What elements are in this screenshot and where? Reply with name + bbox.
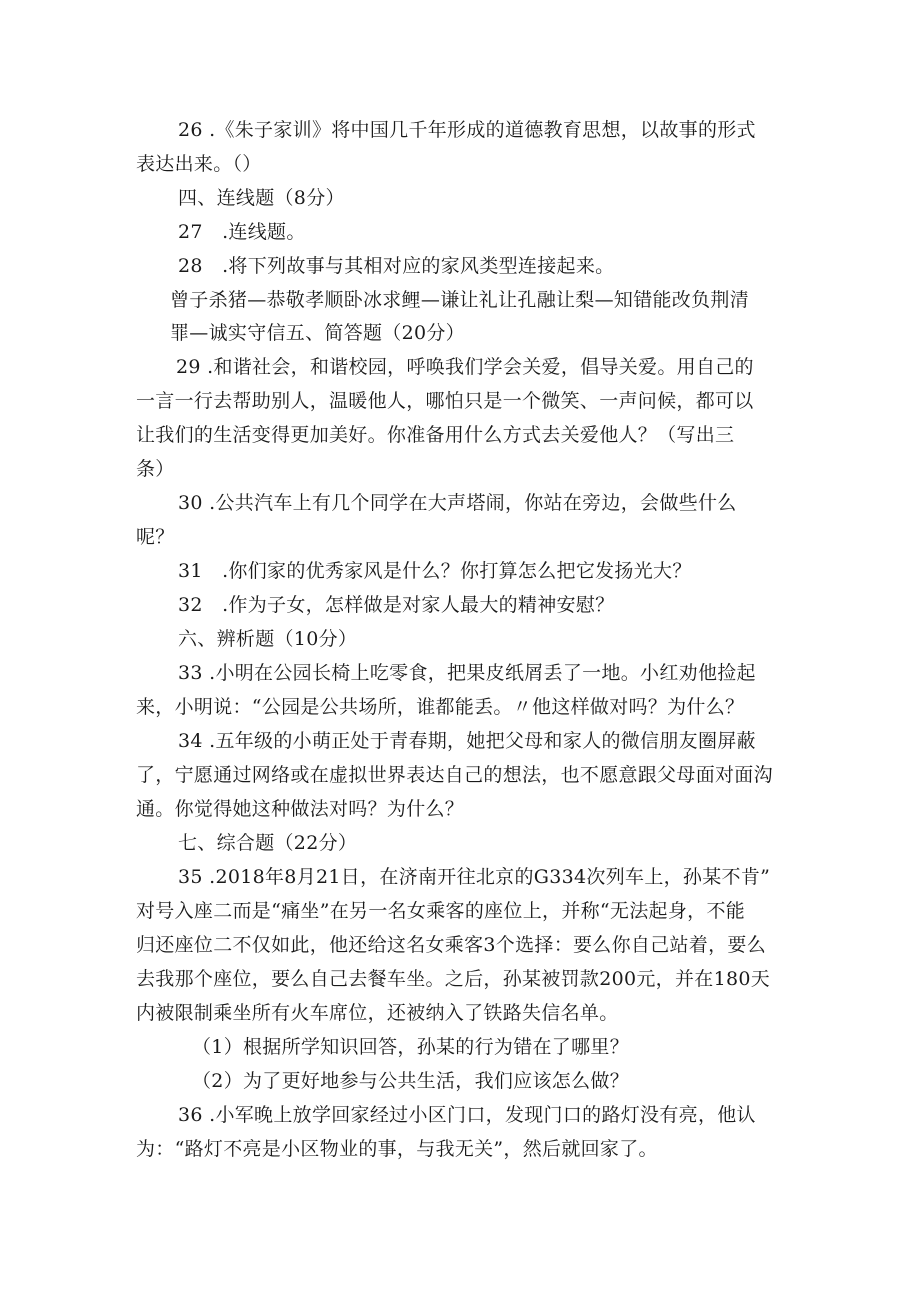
matching-items-line-1: 曾子杀猪—恭敬孝顺卧冰求鲤—谦让礼让孔融让梨—知错能改负荆清 [170, 289, 750, 311]
question-29-line-2: 一言一行去帮助别人，温暖他人，哪怕只是一个微笑、一声问候，都可以 [136, 390, 754, 412]
question-26-line-2: 表达出来。（） [136, 153, 262, 175]
question-35-line-1: 35 .2018年8月21日，在济南开往北京的G334次列车上，孙某不肯” [178, 866, 771, 888]
question-35-sub-1: （1）根据所学知识回答，孙某的行为错在了哪里？ [192, 1036, 629, 1058]
question-28: 28 .将下列故事与其相对应的家风类型连接起来。 [178, 255, 615, 277]
question-34-line-3: 通。你觉得她这种做法对吗？为什么？ [136, 798, 465, 820]
question-30-line-2: 呢？ [136, 526, 175, 548]
question-30-line-1: 30 .公共汽车上有几个同学在大声塔闹，你站在旁边，会做些什么 [178, 492, 737, 514]
section-7-heading: 七、综合题（22分） [178, 832, 358, 854]
question-29-line-4: 条） [136, 458, 175, 480]
question-33-line-1: 33 .小明在公园长椅上吃零食，把果皮纸屑丢了一地。小红劝他捡起 [178, 662, 756, 684]
section-6-heading: 六、辨析题（10分） [178, 628, 358, 650]
question-27: 27 .连线题。 [178, 221, 306, 243]
question-33-line-2: 来，小明说：“公园是公共场所，谁都能丢。〃他这样做对吗？为什么？ [136, 696, 745, 718]
matching-items-line-2: 罪—诚实守信五、简答题（20分） [170, 322, 465, 344]
question-35-line-3: 归还座位二不仅如此，他还给这名女乘客3个选择：要么你自己站着，要么 [136, 934, 766, 956]
question-26-line-1: 26 .《朱子家训》将中国几千年形成的道德教育思想，以故事的形式 [178, 119, 756, 141]
question-36-line-2: 为：“路灯不亮是小区物业的事，与我无关”，然后就回家了。 [136, 1138, 658, 1160]
question-36-line-1: 36 .小军晚上放学回家经过小区门口，发现门口的路灯没有亮，他认 [178, 1104, 756, 1126]
question-35-sub-2: （2）为了更好地参与公共生活，我们应该怎么做？ [192, 1070, 629, 1092]
question-31: 31 .你们家的优秀家风是什么？你打算怎么把它发扬光大？ [178, 560, 692, 582]
question-29-line-3: 让我们的生活变得更加美好。你准备用什么方式去关爱他人？（写出三 [136, 424, 735, 446]
question-34-line-1: 34 .五年级的小萌正处于青春期，她把父母和家人的微信朋友圈屏蔽 [178, 730, 756, 752]
section-4-heading: 四、连线题（8分） [178, 187, 345, 209]
question-35-line-2: 对号入座二而是“痛坐”在另一名女乘客的座位上，并称“无法起身，不能 [136, 900, 746, 922]
question-35-line-4: 去我那个座位，要么自己去餐车坐。之后，孙某被罚款200元，并在180天 [136, 968, 771, 990]
question-34-line-2: 了，宁愿通过网络或在虚拟世界表达自己的想法，也不愿意跟父母面对面沟 [136, 764, 773, 786]
question-29-line-1: 29 .和谐社会，和谐校园，呼唤我们学会关爱，倡导关爱。用自己的 [176, 356, 754, 378]
question-32: 32 .作为子女，怎样做是对家人最大的精神安慰？ [178, 594, 615, 616]
question-35-line-5: 内被限制乘坐所有火车席位，还被纳入了铁路失信名单。 [136, 1002, 619, 1024]
